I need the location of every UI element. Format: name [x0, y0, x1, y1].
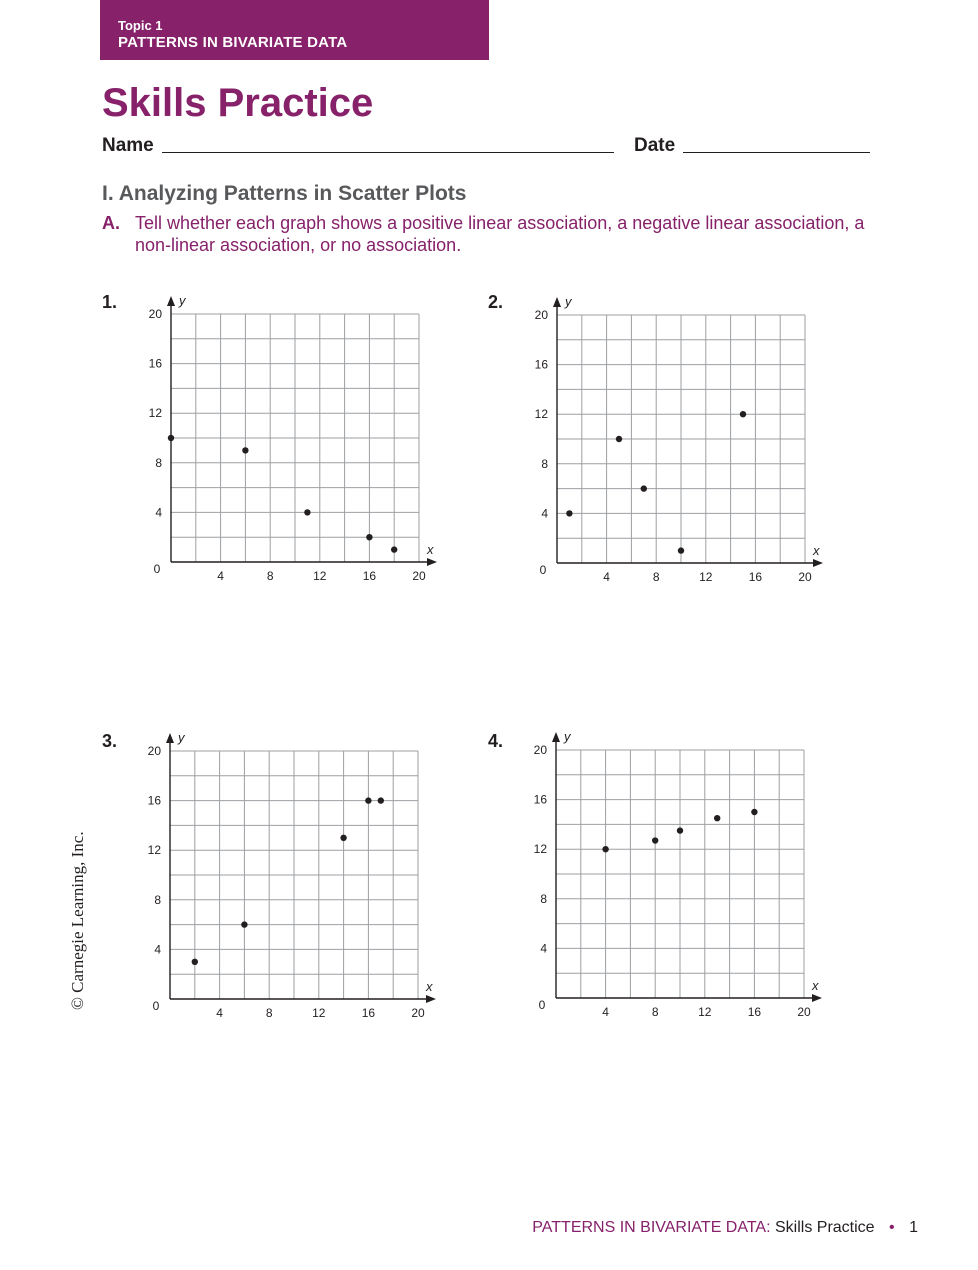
- problem-number-4: 4.: [488, 731, 504, 751]
- data-point: [242, 447, 248, 453]
- topic-title: PATTERNS IN BIVARIATE DATA: [118, 34, 348, 51]
- y-tick-label: 8: [155, 455, 162, 470]
- x-tick-label: 12: [313, 569, 327, 583]
- origin-label: 0: [152, 999, 160, 1013]
- section-heading: I. Analyzing Patterns in Scatter Plots: [102, 182, 467, 205]
- x-tick-label: 20: [411, 1006, 425, 1020]
- y-tick-label: 12: [533, 842, 547, 857]
- x-tick-label: 8: [652, 570, 660, 584]
- x-tick-label: 8: [651, 1005, 659, 1019]
- y-tick-label: 20: [148, 307, 162, 321]
- y-axis-label: y: [178, 730, 185, 745]
- y-axis-label: y: [565, 294, 572, 309]
- x-tick-label: 12: [698, 1005, 712, 1019]
- date-label: Date: [634, 135, 676, 156]
- x-axis-label: x: [426, 979, 433, 994]
- problem-number-2: 2.: [488, 292, 504, 312]
- name-field[interactable]: [162, 152, 614, 153]
- x-tick-label: 4: [216, 1006, 223, 1020]
- topic-banner: [100, 0, 489, 60]
- x-tick-label: 16: [747, 1005, 762, 1019]
- y-axis-arrow-icon: [166, 733, 174, 743]
- data-point: [714, 815, 720, 821]
- x-tick-label: 8: [266, 569, 274, 583]
- page-title: Skills Practice: [102, 81, 374, 125]
- x-axis-label: x: [812, 978, 819, 993]
- instruction-letter: A.: [102, 213, 120, 233]
- data-point: [751, 809, 757, 815]
- y-axis-arrow-icon: [552, 732, 560, 742]
- y-axis-arrow-icon: [167, 296, 175, 306]
- x-tick-label: 16: [361, 1006, 376, 1020]
- data-point: [378, 797, 384, 803]
- y-tick-label: 4: [155, 505, 162, 520]
- y-tick-label: 16: [533, 792, 547, 807]
- data-point: [365, 797, 371, 803]
- x-axis-arrow-icon: [812, 994, 822, 1002]
- x-tick-label: 20: [412, 569, 426, 583]
- y-tick-label: 4: [541, 506, 548, 521]
- instruction-text: Tell whether each graph shows a positive linear association, a negative linear association, a non-linear association, or no association.: [135, 213, 865, 255]
- y-tick-label: 16: [534, 357, 548, 372]
- y-tick-label: 16: [148, 356, 162, 371]
- y-tick-label: 12: [534, 407, 548, 422]
- footer-separator: •: [889, 1219, 895, 1236]
- y-tick-label: 20: [147, 744, 161, 758]
- problem-number-3: 3.: [102, 731, 118, 751]
- x-axis-label: x: [427, 542, 434, 557]
- name-label: Name: [102, 135, 154, 156]
- origin-label: 0: [539, 563, 547, 577]
- data-point: [677, 827, 683, 833]
- footer-title: Skills Practice: [775, 1219, 875, 1236]
- data-point: [740, 411, 746, 417]
- y-tick-label: 4: [154, 942, 161, 957]
- data-point: [241, 921, 247, 927]
- topic-label: Topic 1: [118, 18, 163, 33]
- data-point: [566, 510, 572, 516]
- y-tick-label: 20: [533, 743, 547, 757]
- x-axis-arrow-icon: [813, 559, 823, 567]
- scatter-plot-2: [516, 291, 836, 591]
- y-tick-label: 4: [540, 941, 547, 956]
- y-tick-label: 12: [148, 406, 162, 421]
- x-axis-label: x: [813, 543, 820, 558]
- footer-topic: PATTERNS IN BIVARIATE DATA:: [532, 1219, 771, 1236]
- data-point: [602, 846, 608, 852]
- x-tick-label: 4: [603, 570, 610, 584]
- x-tick-label: 8: [265, 1006, 273, 1020]
- footer-page-number: 1: [909, 1219, 918, 1236]
- data-point: [340, 835, 346, 841]
- x-tick-label: 20: [797, 1005, 811, 1019]
- y-tick-label: 20: [534, 308, 548, 322]
- x-axis-arrow-icon: [426, 995, 436, 1003]
- y-axis-label: y: [179, 293, 186, 308]
- data-point: [366, 534, 372, 540]
- x-tick-label: 12: [699, 570, 713, 584]
- y-tick-label: 8: [541, 456, 548, 471]
- y-axis-arrow-icon: [553, 297, 561, 307]
- y-tick-label: 8: [540, 891, 547, 906]
- x-tick-label: 4: [217, 569, 224, 583]
- data-point: [616, 436, 622, 442]
- data-point: [304, 509, 310, 515]
- y-tick-label: 12: [147, 843, 161, 858]
- scatter-plot-3: [129, 727, 449, 1027]
- origin-label: 0: [153, 562, 161, 576]
- data-point: [168, 435, 174, 441]
- data-point: [192, 959, 198, 965]
- data-point: [678, 547, 684, 553]
- data-point: [652, 837, 658, 843]
- x-tick-label: 20: [798, 570, 812, 584]
- date-field[interactable]: [683, 152, 870, 153]
- x-tick-label: 16: [362, 569, 377, 583]
- data-point: [641, 485, 647, 491]
- problem-number-1: 1.: [102, 292, 118, 312]
- scatter-plot-4: [515, 726, 835, 1026]
- x-tick-label: 16: [748, 570, 763, 584]
- scatter-plot-1: [130, 290, 450, 590]
- x-tick-label: 12: [312, 1006, 326, 1020]
- y-axis-label: y: [564, 729, 571, 744]
- page-footer: [532, 1218, 918, 1238]
- x-tick-label: 4: [602, 1005, 609, 1019]
- x-axis-arrow-icon: [427, 558, 437, 566]
- y-tick-label: 16: [147, 793, 161, 808]
- data-point: [391, 546, 397, 552]
- origin-label: 0: [538, 998, 546, 1012]
- y-tick-label: 8: [154, 892, 161, 907]
- copyright-text: © Carnegie Learning, Inc.: [68, 831, 87, 1010]
